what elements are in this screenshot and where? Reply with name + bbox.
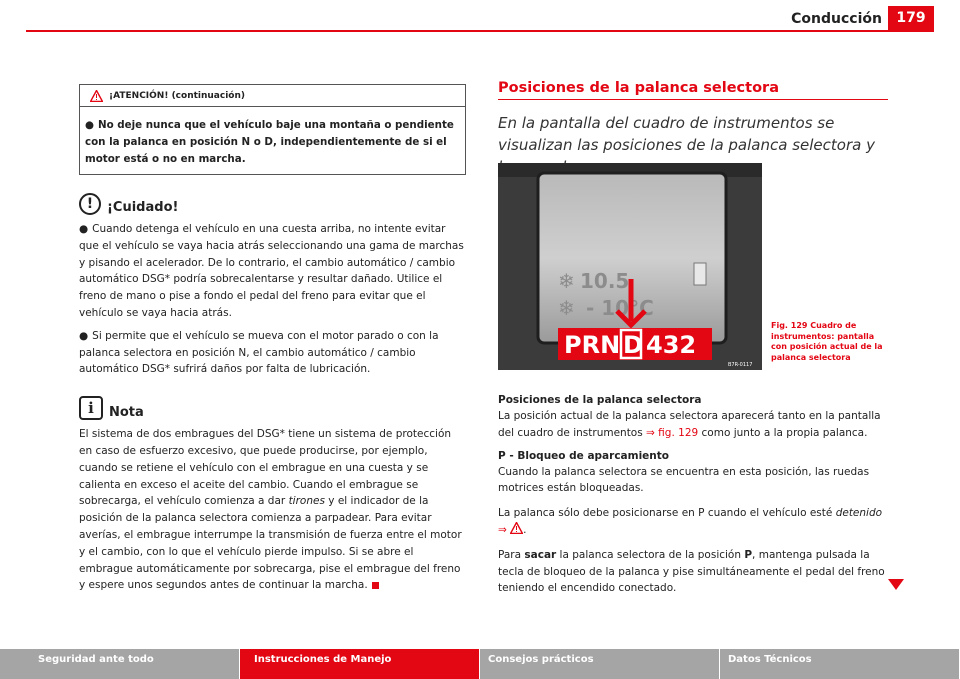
instrument-display-image: [498, 163, 762, 370]
figure-link[interactable]: ⇒ fig. 129: [646, 426, 699, 439]
page-number: 179: [888, 6, 934, 30]
warning-box: [79, 84, 466, 175]
warning-triangle-icon: [90, 90, 103, 102]
instrument-display-figure: [498, 163, 762, 370]
section-title: Posiciones de la palanca selectora: [498, 80, 888, 100]
caution-header: [79, 193, 466, 215]
page-title: Conducción: [791, 11, 882, 27]
subheading: P - Bloqueo de aparcamiento: [498, 449, 669, 462]
warning-title: ¡ATENCIÓN! (continuación): [109, 90, 246, 101]
next-page-arrow-icon[interactable]: [888, 579, 904, 590]
svg-text:- 10°C: - 10°C: [586, 296, 654, 320]
footer-nav: [0, 649, 960, 679]
svg-text:D: D: [623, 331, 643, 359]
note-title: Nota: [109, 405, 144, 421]
paragraph: La palanca sólo debe posicionarse en P cuando el vehículo esté detenido ⇒ .: [498, 507, 883, 536]
left-column: [79, 84, 466, 594]
svg-text:432: 432: [646, 331, 697, 359]
note-header: [79, 396, 466, 420]
bullet-icon: ●: [79, 223, 89, 235]
warning-text: No deje nunca que el vehículo baje una montaña o pendiente con la palanca en posición N o D, independientemente de si el motor está o no en marcha.: [85, 119, 454, 165]
svg-text:10.5: 10.5: [580, 269, 630, 293]
warning-text-block: [80, 107, 465, 174]
header-rule: [26, 30, 934, 32]
snowflake-icon: ❄: [558, 269, 575, 293]
warning-link[interactable]: ⇒: [498, 523, 507, 536]
bullet-icon: ●: [85, 119, 94, 131]
tab-seguridad[interactable]: Seguridad ante todo: [0, 649, 240, 679]
caution-icon: !: [79, 193, 101, 215]
section-intro: En la pantalla del cuadro de instrumentos se visualizan las posiciones de la palanca selectora y: [498, 114, 875, 154]
caution-item: ● Si permite que el vehículo se mueva con el motor parado o con la palanca selectora en posición N, el cambio automático / cambio automático DSG* sufrirá daños por falta de lubricación.: [79, 329, 439, 376]
tab-datos[interactable]: Datos Técnicos: [720, 649, 960, 679]
right-body: [498, 394, 888, 597]
caution-item: ● Cuando detenga el vehículo en una cuesta arriba, no intente evitar que el vehículo se vaya hacia atrás seleccionando una gama de marchas y pisando el acelerador. De lo contrario, el cambio automático / cambio automático DSG* podría sobrecalentarse y resultar dañado. Utilice el freno de mano o pise a fondo el pedal del freno para evitar que el vehículo se vaya hacia atrás.: [79, 223, 464, 319]
warning-triangle-icon: [510, 522, 523, 534]
warning-header: [80, 85, 465, 107]
bullet-icon: ●: [79, 329, 89, 342]
paragraph: Para sacar la palanca selectora de la posición P, mantenga pulsada la tecla de bloqueo de la palanca y pise simultáneamente el pedal del freno teniendo el encendido conectado.: [498, 548, 885, 595]
tab-consejos[interactable]: Consejos prácticos: [480, 649, 720, 679]
svg-text:B7R-0117: B7R-0117: [728, 362, 753, 368]
svg-text:PRN: PRN: [564, 331, 621, 359]
subheading: Posiciones de la palanca selectora: [498, 394, 702, 406]
paragraph: La posición actual de la palanca selectora aparecerá tanto en la pantalla del cuadro de instrumentos ⇒ fig. 129 como junto a la propia palanca.: [498, 410, 881, 439]
caution-title: ¡Cuidado!: [107, 200, 179, 215]
end-marker-icon: [372, 582, 379, 589]
paragraph: Cuando la palanca selectora se encuentra en esta posición, las ruedas motrices están bloqueadas.: [498, 465, 870, 495]
info-icon: i: [79, 396, 103, 420]
svg-text:❄: ❄: [558, 296, 575, 320]
note-text: El sistema de dos embragues del DSG* tiene un sistema de protección en caso de esfuerzo excesivo, que puede producirse, por ejemplo, cuando se retiene el vehículo con el embrague en una cuesta y se calienta en exceso el aceite del cambio. Cuando el embrague se sobrecarga, el vehículo comienza a dar tirones y el indicador de la posición de la palanca selectora comienza a parpadear. Para evitar averías, el embrague interrumpe la transmisión de fuerza entre el motor y el cambio, con lo que el vehículo pierde impulso. Si se abre el embrague automáticamente por sobrecarga, pise el embrague del freno y espere unos segundos antes de continuar la marcha.: [79, 428, 462, 592]
figure-caption: Fig. 129 Cuadro de instrumentos: pantalla con posición actual de la palanca selectora: [771, 321, 883, 362]
tab-instrucciones[interactable]: Instrucciones de Manejo: [240, 649, 480, 679]
